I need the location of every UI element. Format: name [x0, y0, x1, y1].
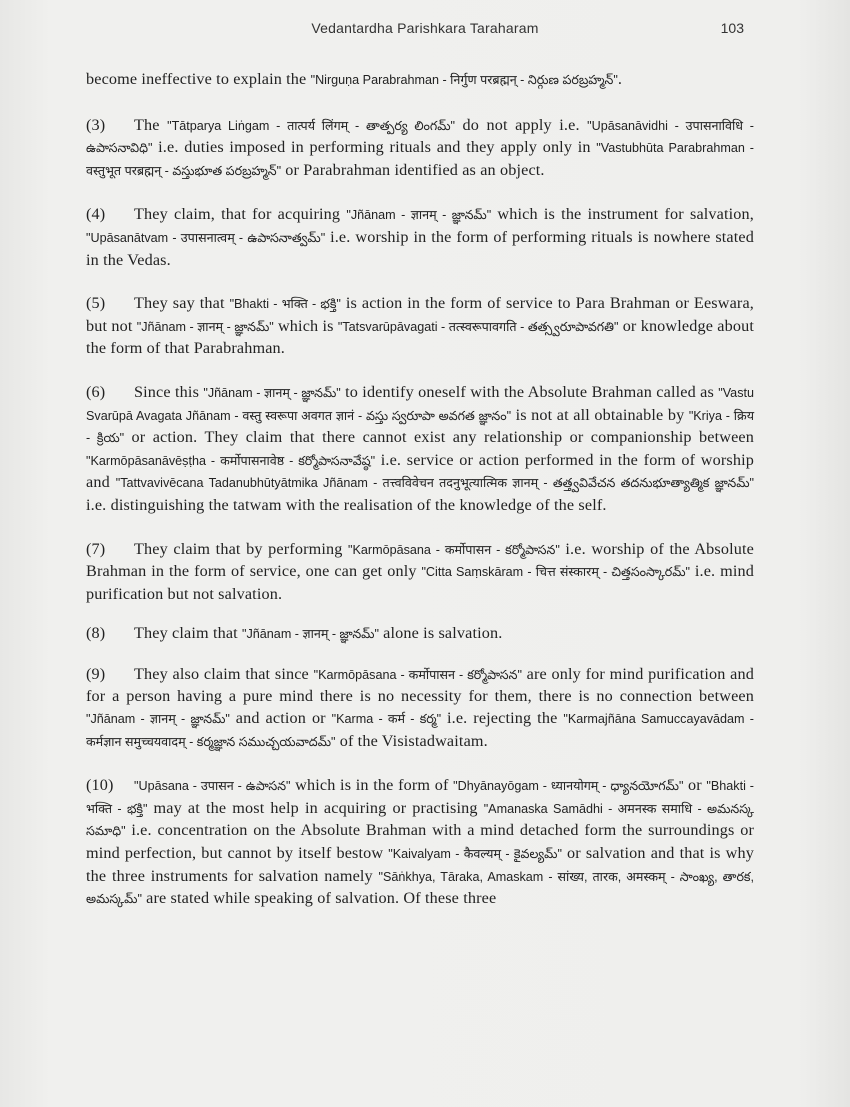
quoted-term: "Jñānam - ज्ञानम् - జ్ఞానమ్" [203, 385, 341, 400]
body-text-run: do not apply i.e. [455, 115, 588, 134]
quoted-term: "Tātparya Liṅgam - तात्पर्य लिंगम् - తాత్పర్య లింగమ్" [167, 118, 456, 133]
paragraph-8 [86, 623, 754, 646]
body-text-run: i.e. rejecting the [441, 709, 564, 728]
body-text-run: are stated while speaking of salvation. Of these three [141, 889, 497, 908]
body-text-run: They also claim that since [134, 664, 314, 683]
body-text-run: i.e. concentration on the Absolute Brahman with a mind detached form the surroundings or mind perfection, but cannot by itself bestow [86, 821, 754, 863]
body-text-run: is action in the form of service to Para Brahman or Eeswara, but not [86, 294, 754, 335]
running-title: Vedantardha Parishkara Taraharam [311, 20, 539, 36]
quoted-term: "Bhakti - भक्ति - భక్తి" [229, 297, 341, 312]
paragraph-3 [86, 115, 754, 183]
body-text-run: of the Visistadwaitam. [335, 731, 488, 750]
body-text-run: i.e. distinguishing the tatwam with the realisation of the knowledge of the self. [86, 495, 607, 514]
quoted-term: "Upāsanāvidhi - उपासनाविधि - ఉపాసనావిధి" [86, 118, 754, 156]
body-text-run: or action. They claim that there cannot exist any relationship or companionship between [124, 428, 754, 447]
quoted-term: "Tatsvarūpāvagati - तत्स्वरूपावगति - తత్స్వరూపావగతి" [337, 319, 619, 334]
body-text-run: i.e. mind purification but not salvation. [86, 562, 755, 603]
paragraph-number: (10) [86, 776, 114, 795]
body-text-run: i.e. service or action performed in the form of worship and [86, 450, 755, 492]
body-text-run: Since this [134, 382, 204, 401]
quoted-term: "Upāsana - उपासन - ఉపాసన" [134, 779, 291, 794]
body-text-run: which is in the form of [290, 776, 454, 795]
paragraph-9 [86, 664, 754, 753]
body-text-run: to identify oneself with the Absolute Brahman called as [340, 382, 719, 401]
paragraph-number: (8) [86, 624, 106, 643]
body-text-run: They claim, that for acquiring [134, 205, 347, 224]
paragraph-10 [86, 775, 754, 911]
body-text-run: or Parabrahman identified as an object. [281, 160, 545, 179]
quoted-term: "Karma - कर्म - కర్మ" [331, 712, 442, 727]
quoted-term: "Vastu Svarūpā Avagata Jñānam - वस्तु स्वरूपा अवगत ज्ञानं - వస్తు స్వరూపా అవగత జ్ఞానం" [86, 385, 754, 423]
body-text-run: and action or [229, 709, 332, 728]
body-text-run: may at the most help in acquiring or practising [147, 798, 484, 817]
body-text-run: which is the instrument for salvation, [491, 205, 754, 224]
quoted-term: "Sāṅkhya, Tāraka, Amaskam - सांख्य, तारक, अमस्कम् - సాంఖ్య, తారక, అమస్కమ్" [86, 869, 754, 907]
paragraph-5 [86, 293, 754, 360]
quoted-term: "Jñānam - ज्ञानम् - జ్ఞానమ్" [136, 319, 274, 334]
body-text-run: which is [273, 316, 338, 335]
body-text [86, 69, 754, 911]
body-text-run: alone is salvation. [378, 624, 503, 643]
paragraph-number: (7) [86, 539, 106, 558]
quoted-term: "Tattvavivēcana Tadanubhūtyātmika Jñānam - तत्त्वविवेचन तदनुभूत्यात्मिक ज्ञानम् - తత్త్వవివేచన తదనుభూత్యాత్మిక జ్ఞానమ్" [115, 476, 754, 491]
quoted-term: "Bhakti - भक्ति - భక్తి" [86, 779, 754, 816]
quoted-term: "Karmōpāsanāvēṣṭha - कर्मोपासनावेष्ठ - కర్మోపాసనావేష్ఠ" [86, 453, 376, 468]
quoted-term: "Karmōpāsana - कर्मोपासन - కర్మోపాసన" [348, 542, 560, 557]
paragraph-number: (5) [86, 294, 106, 313]
quoted-term: "Jñānam - ज्ञानम् - జ్ఞానమ్" [346, 208, 492, 223]
paragraph-number: (4) [86, 205, 106, 224]
body-text-run: They say that [134, 294, 230, 313]
quoted-term: "Jñānam - ज्ञानम् - జ్ఞానమ్" [86, 712, 230, 727]
quoted-term: "Jñānam - ज्ञानम् - జ్ఞానమ్" [242, 627, 379, 642]
body-text-run: is not at all obtainable by [511, 405, 689, 424]
body-text-run: i.e. worship in the form of performing rituals is nowhere stated in the Vedas. [86, 227, 754, 269]
body-text-run: or salvation and that is why the three instruments for salvation namely [86, 844, 754, 885]
body-text-run: i.e. duties imposed in performing rituals and they apply only in [152, 138, 597, 157]
quoted-term: "Vastubhūta Parabrahman - वस्तुभूत परब्रह्मन् - వస్తుభూత పరబ్రహ్మన్" [86, 141, 754, 178]
quoted-term: "Citta Saṃskāram - चित्त संस्कारम् - చిత్తసంస్కారమ్" [421, 565, 691, 580]
paragraph-number: (9) [86, 664, 106, 683]
paragraph-number: (3) [86, 115, 106, 134]
quoted-term: "Karmajñāna Samuccayavādam - कर्मज्ञान समुच्चयवादम् - కర్మజ్ఞాన సముచ్చయవాదమ్" [86, 712, 754, 749]
body-text-run: or [683, 776, 707, 795]
quoted-term: "Dhyānayōgam - ध्यानयोगम् - ధ్యానయోగమ్" [453, 779, 684, 794]
quoted-term: "Amanaska Samādhi - अमनस्क समाधि - అమనస్క సమాధి" [86, 801, 754, 839]
paragraph-number: (6) [86, 382, 106, 401]
quoted-term: "Karmōpāsana - कर्मोपासन - కర్మోపాసన" [313, 667, 522, 682]
body-text-run: become ineffective to explain the [86, 70, 311, 88]
body-text-run: or knowledge about the form of that Parabrahman. [86, 316, 755, 358]
page-header [0, 20, 850, 40]
page-number: 103 [720, 20, 744, 36]
body-text-run: i.e. worship of the Absolute Brahman in the form of service, one can get only [86, 539, 754, 581]
quoted-term: "Kaivalyam - कैवल्यम् - కైవల్యమ్" [388, 847, 562, 862]
paragraph-continuation [86, 69, 754, 92]
quoted-term: "Nirguṇa Parabrahman - निर्गुण परब्रह्मन् - నిర్గుణ పరబ్రహ్మన్" [310, 73, 618, 87]
body-text-run: The [134, 115, 168, 134]
quoted-term: "Upāsanātvam - उपासनात्वम् - ఉపాసనాత్వమ్" [86, 230, 326, 245]
paragraph-7 [86, 539, 754, 606]
body-text-run: are only for mind purification and for a person having a pure mind there is no necessity for them, there is no connection between [86, 664, 755, 706]
quoted-term: "Kriya - क्रिय - క్రియ" [86, 408, 754, 446]
body-text-run: They claim that [134, 624, 243, 643]
body-text-run: . [617, 70, 623, 88]
paragraph-4 [86, 204, 754, 271]
paragraph-6 [86, 382, 754, 517]
body-text-run: They claim that by performing [134, 539, 349, 558]
